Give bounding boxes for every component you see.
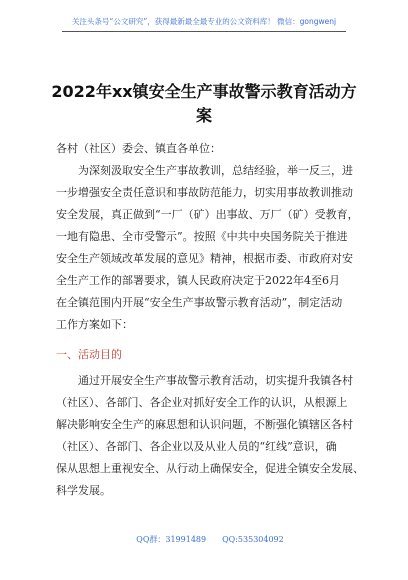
paragraph-line: 工作方案如下： — [56, 318, 133, 331]
addressee: 各村（社区）委会、镇直各单位： — [56, 142, 221, 155]
paragraph-line: 一地有隐患、全市受警示”。按照《中共中央国务院关于推进 — [56, 230, 348, 243]
paragraph-line: 科学发展。 — [56, 484, 111, 497]
footer-contact — [130, 534, 290, 545]
paragraph-line: 在全镇范围内开展“安全生产事故警示教育活动”，制定活动 — [56, 296, 343, 309]
footer-qq: QQ:535304092 — [222, 535, 284, 544]
section-heading: 一、活动目的 — [56, 348, 122, 361]
paragraph-line: 为深刻汲取安全生产事故教训，总结经验，举一反三，进 — [78, 164, 353, 177]
paragraph-line: （社区）、各部门、各企业对抓好安全工作的认识，从根源上 — [56, 396, 348, 409]
header-banner: 关注头条号“公文研究”，获得最新最全最专业的公文资料库！ 微信：gongwenj — [62, 16, 346, 32]
title-line-1: 2022年xx镇安全生产事故警示教育活动方 — [51, 82, 357, 101]
paragraph-line: 安全发展，真正做到“一厂（矿）出事故、万厂（矿）受教育， — [56, 208, 359, 221]
section1-paragraph — [56, 370, 364, 502]
paragraph-line: 通过开展安全生产事故警示教育活动，切实提升我镇各村 — [78, 374, 353, 387]
paragraph-line: 一步增强安全责任意识和事故防范能力，切实用事故教训推动 — [56, 186, 353, 199]
paragraph-line: 解决影响安全生产的麻思想和认识问题，不断强化镇辖区各村 — [56, 418, 353, 431]
document-title — [48, 80, 360, 128]
paragraph-line: 安全生产领域改革发展的意见》精神，根据市委、市政府对安 — [56, 252, 353, 265]
paragraph-line: 全生产工作的部署要求，镇人民政府决定于2022年4至6月 — [56, 274, 340, 287]
paragraph-line: 保从思想上重视安全、从行动上确保安全，促进全镇安全发展、 — [56, 462, 364, 475]
paragraph-line: （社区）、各部门、各企业以及从业人员的“红线”意识，确 — [56, 440, 337, 453]
footer-qq-group: QQ群：31991489 — [136, 535, 207, 544]
title-line-2: 案 — [195, 106, 212, 125]
intro-paragraph — [56, 160, 359, 336]
